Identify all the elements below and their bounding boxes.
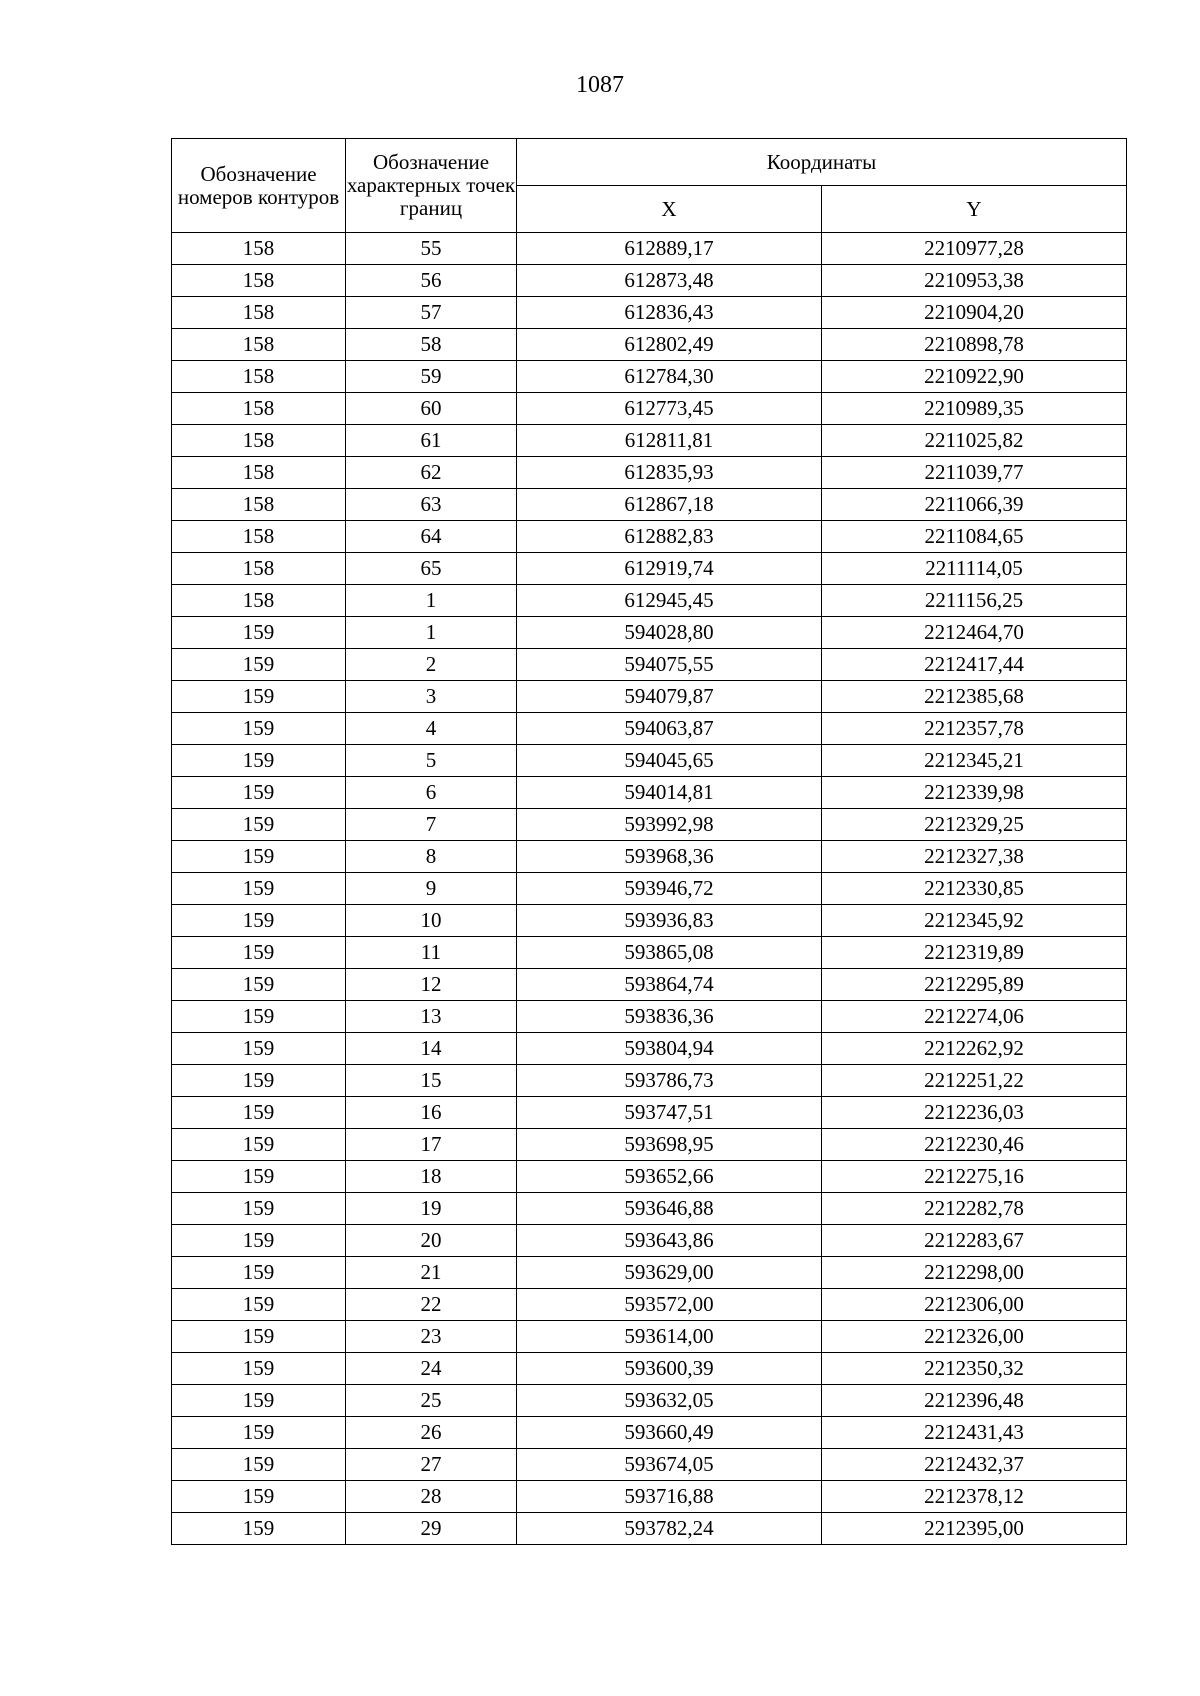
cell-y: 2212327,38 — [822, 841, 1127, 873]
cell-x: 593674,05 — [517, 1449, 822, 1481]
cell-point: 15 — [346, 1065, 517, 1097]
table-row — [172, 1225, 1127, 1257]
cell-point: 22 — [346, 1289, 517, 1321]
cell-y: 2212295,89 — [822, 969, 1127, 1001]
table-body — [172, 233, 1127, 1545]
cell-contour: 158 — [172, 457, 346, 489]
cell-point: 1 — [346, 585, 517, 617]
cell-y: 2212385,68 — [822, 681, 1127, 713]
cell-point: 24 — [346, 1353, 517, 1385]
cell-point: 64 — [346, 521, 517, 553]
cell-y: 2210898,78 — [822, 329, 1127, 361]
cell-y: 2212274,06 — [822, 1001, 1127, 1033]
cell-y: 2212326,00 — [822, 1321, 1127, 1353]
cell-point: 8 — [346, 841, 517, 873]
table-row — [172, 617, 1127, 649]
cell-point: 18 — [346, 1161, 517, 1193]
cell-point: 23 — [346, 1321, 517, 1353]
cell-x: 593968,36 — [517, 841, 822, 873]
cell-contour: 159 — [172, 809, 346, 841]
cell-y: 2212350,32 — [822, 1353, 1127, 1385]
cell-y: 2212464,70 — [822, 617, 1127, 649]
cell-y: 2212283,67 — [822, 1225, 1127, 1257]
cell-point: 63 — [346, 489, 517, 521]
table-row — [172, 713, 1127, 745]
cell-x: 593632,05 — [517, 1385, 822, 1417]
cell-x: 593804,94 — [517, 1033, 822, 1065]
table-row — [172, 393, 1127, 425]
cell-x: 593992,98 — [517, 809, 822, 841]
table-row — [172, 873, 1127, 905]
cell-x: 593600,39 — [517, 1353, 822, 1385]
cell-contour: 158 — [172, 585, 346, 617]
cell-contour: 159 — [172, 1385, 346, 1417]
cell-y: 2211066,39 — [822, 489, 1127, 521]
cell-x: 593946,72 — [517, 873, 822, 905]
cell-x: 612811,81 — [517, 425, 822, 457]
cell-y: 2212345,21 — [822, 745, 1127, 777]
table-row — [172, 1193, 1127, 1225]
cell-y: 2210989,35 — [822, 393, 1127, 425]
table-row — [172, 1161, 1127, 1193]
table-row — [172, 489, 1127, 521]
cell-contour: 159 — [172, 1513, 346, 1545]
cell-point: 6 — [346, 777, 517, 809]
cell-y: 2210977,28 — [822, 233, 1127, 265]
table-row — [172, 745, 1127, 777]
cell-contour: 159 — [172, 1065, 346, 1097]
cell-point: 28 — [346, 1481, 517, 1513]
cell-contour: 159 — [172, 1161, 346, 1193]
cell-point: 59 — [346, 361, 517, 393]
cell-x: 612882,83 — [517, 521, 822, 553]
cell-contour: 159 — [172, 905, 346, 937]
cell-x: 612919,74 — [517, 553, 822, 585]
cell-point: 58 — [346, 329, 517, 361]
table-row — [172, 809, 1127, 841]
header-point-number: Обозначение характерных точек границ — [346, 139, 517, 233]
cell-x: 593836,36 — [517, 1001, 822, 1033]
cell-point: 7 — [346, 809, 517, 841]
cell-point: 29 — [346, 1513, 517, 1545]
cell-contour: 159 — [172, 1449, 346, 1481]
table-row — [172, 329, 1127, 361]
cell-contour: 159 — [172, 1193, 346, 1225]
table-row — [172, 1097, 1127, 1129]
table-row — [172, 1481, 1127, 1513]
table-header — [172, 139, 1127, 233]
cell-contour: 159 — [172, 1001, 346, 1033]
cell-x: 593660,49 — [517, 1417, 822, 1449]
table-row — [172, 233, 1127, 265]
cell-contour: 159 — [172, 1321, 346, 1353]
cell-contour: 158 — [172, 521, 346, 553]
header-x: X — [517, 186, 822, 233]
cell-point: 26 — [346, 1417, 517, 1449]
cell-y: 2212432,37 — [822, 1449, 1127, 1481]
cell-point: 3 — [346, 681, 517, 713]
table-row — [172, 969, 1127, 1001]
cell-x: 593716,88 — [517, 1481, 822, 1513]
cell-contour: 159 — [172, 1097, 346, 1129]
table-row — [172, 841, 1127, 873]
cell-y: 2212345,92 — [822, 905, 1127, 937]
cell-x: 593786,73 — [517, 1065, 822, 1097]
cell-y: 2212431,43 — [822, 1417, 1127, 1449]
cell-y: 2212230,46 — [822, 1129, 1127, 1161]
table-row — [172, 1417, 1127, 1449]
cell-y: 2211025,82 — [822, 425, 1127, 457]
cell-point: 12 — [346, 969, 517, 1001]
page-number: 1087 — [576, 72, 624, 98]
table-row — [172, 1449, 1127, 1481]
cell-point: 21 — [346, 1257, 517, 1289]
table-row — [172, 521, 1127, 553]
cell-x: 593865,08 — [517, 937, 822, 969]
cell-y: 2212357,78 — [822, 713, 1127, 745]
table-row — [172, 1033, 1127, 1065]
cell-y: 2212329,25 — [822, 809, 1127, 841]
cell-contour: 158 — [172, 329, 346, 361]
table-row — [172, 361, 1127, 393]
cell-contour: 159 — [172, 713, 346, 745]
cell-x: 593643,86 — [517, 1225, 822, 1257]
cell-point: 10 — [346, 905, 517, 937]
cell-point: 4 — [346, 713, 517, 745]
cell-y: 2210922,90 — [822, 361, 1127, 393]
cell-y: 2212275,16 — [822, 1161, 1127, 1193]
cell-contour: 159 — [172, 937, 346, 969]
cell-x: 593629,00 — [517, 1257, 822, 1289]
cell-contour: 159 — [172, 841, 346, 873]
header-contour-number: Обозначение номеров контуров — [172, 139, 346, 233]
cell-point: 60 — [346, 393, 517, 425]
cell-x: 594014,81 — [517, 777, 822, 809]
cell-y: 2212339,98 — [822, 777, 1127, 809]
cell-x: 593614,00 — [517, 1321, 822, 1353]
cell-x: 612802,49 — [517, 329, 822, 361]
cell-contour: 159 — [172, 649, 346, 681]
cell-contour: 158 — [172, 361, 346, 393]
cell-point: 25 — [346, 1385, 517, 1417]
cell-point: 9 — [346, 873, 517, 905]
table-row — [172, 457, 1127, 489]
cell-x: 612784,30 — [517, 361, 822, 393]
cell-y: 2211039,77 — [822, 457, 1127, 489]
cell-contour: 158 — [172, 489, 346, 521]
cell-contour: 159 — [172, 1353, 346, 1385]
cell-point: 57 — [346, 297, 517, 329]
table-row — [172, 297, 1127, 329]
cell-y: 2212319,89 — [822, 937, 1127, 969]
cell-y: 2212395,00 — [822, 1513, 1127, 1545]
cell-contour: 159 — [172, 1033, 346, 1065]
cell-contour: 159 — [172, 745, 346, 777]
cell-y: 2212236,03 — [822, 1097, 1127, 1129]
cell-contour: 159 — [172, 873, 346, 905]
cell-contour: 159 — [172, 617, 346, 649]
cell-point: 20 — [346, 1225, 517, 1257]
table-row — [172, 1289, 1127, 1321]
cell-point: 2 — [346, 649, 517, 681]
table-row — [172, 1065, 1127, 1097]
cell-point: 5 — [346, 745, 517, 777]
table-row — [172, 681, 1127, 713]
cell-x: 612867,18 — [517, 489, 822, 521]
cell-point: 62 — [346, 457, 517, 489]
cell-contour: 159 — [172, 1289, 346, 1321]
table-row — [172, 1129, 1127, 1161]
cell-y: 2212378,12 — [822, 1481, 1127, 1513]
cell-y: 2212298,00 — [822, 1257, 1127, 1289]
cell-point: 17 — [346, 1129, 517, 1161]
cell-point: 1 — [346, 617, 517, 649]
cell-x: 594045,65 — [517, 745, 822, 777]
table-row — [172, 1353, 1127, 1385]
cell-y: 2212262,92 — [822, 1033, 1127, 1065]
table-row — [172, 905, 1127, 937]
cell-contour: 159 — [172, 1417, 346, 1449]
cell-contour: 159 — [172, 1257, 346, 1289]
cell-point: 55 — [346, 233, 517, 265]
cell-contour: 159 — [172, 1129, 346, 1161]
cell-x: 593646,88 — [517, 1193, 822, 1225]
cell-y: 2210904,20 — [822, 297, 1127, 329]
cell-point: 56 — [346, 265, 517, 297]
cell-contour: 158 — [172, 265, 346, 297]
cell-contour: 159 — [172, 1481, 346, 1513]
cell-x: 594028,80 — [517, 617, 822, 649]
cell-point: 13 — [346, 1001, 517, 1033]
cell-x: 593782,24 — [517, 1513, 822, 1545]
cell-y: 2212306,00 — [822, 1289, 1127, 1321]
cell-x: 593864,74 — [517, 969, 822, 1001]
cell-contour: 159 — [172, 969, 346, 1001]
cell-point: 11 — [346, 937, 517, 969]
cell-x: 612889,17 — [517, 233, 822, 265]
table-row — [172, 1385, 1127, 1417]
cell-contour: 159 — [172, 777, 346, 809]
cell-x: 593652,66 — [517, 1161, 822, 1193]
table-row — [172, 1257, 1127, 1289]
cell-contour: 158 — [172, 297, 346, 329]
cell-x: 612945,45 — [517, 585, 822, 617]
cell-point: 65 — [346, 553, 517, 585]
cell-x: 612773,45 — [517, 393, 822, 425]
cell-y: 2211114,05 — [822, 553, 1127, 585]
cell-y: 2212330,85 — [822, 873, 1127, 905]
cell-y: 2210953,38 — [822, 265, 1127, 297]
table-row — [172, 1321, 1127, 1353]
cell-y: 2212251,22 — [822, 1065, 1127, 1097]
cell-point: 61 — [346, 425, 517, 457]
cell-x: 593747,51 — [517, 1097, 822, 1129]
table-row — [172, 425, 1127, 457]
table-row — [172, 649, 1127, 681]
table-row — [172, 585, 1127, 617]
cell-x: 612836,43 — [517, 297, 822, 329]
table-row — [172, 553, 1127, 585]
cell-x: 593572,00 — [517, 1289, 822, 1321]
cell-x: 612835,93 — [517, 457, 822, 489]
cell-point: 27 — [346, 1449, 517, 1481]
cell-x: 594063,87 — [517, 713, 822, 745]
header-coordinates: Координаты — [517, 139, 1127, 186]
table-row — [172, 1513, 1127, 1545]
table-row — [172, 937, 1127, 969]
cell-contour: 158 — [172, 393, 346, 425]
table-row — [172, 777, 1127, 809]
cell-y: 2212396,48 — [822, 1385, 1127, 1417]
header-y: Y — [822, 186, 1127, 233]
table-row — [172, 1001, 1127, 1033]
cell-y: 2212417,44 — [822, 649, 1127, 681]
cell-contour: 158 — [172, 233, 346, 265]
cell-point: 14 — [346, 1033, 517, 1065]
cell-x: 594079,87 — [517, 681, 822, 713]
cell-y: 2212282,78 — [822, 1193, 1127, 1225]
cell-y: 2211084,65 — [822, 521, 1127, 553]
cell-point: 16 — [346, 1097, 517, 1129]
cell-contour: 158 — [172, 553, 346, 585]
cell-contour: 158 — [172, 425, 346, 457]
cell-x: 594075,55 — [517, 649, 822, 681]
cell-x: 593936,83 — [517, 905, 822, 937]
coordinates-table — [171, 138, 1127, 1545]
cell-contour: 159 — [172, 681, 346, 713]
cell-contour: 159 — [172, 1225, 346, 1257]
table-row — [172, 265, 1127, 297]
cell-x: 612873,48 — [517, 265, 822, 297]
cell-x: 593698,95 — [517, 1129, 822, 1161]
cell-point: 19 — [346, 1193, 517, 1225]
cell-y: 2211156,25 — [822, 585, 1127, 617]
